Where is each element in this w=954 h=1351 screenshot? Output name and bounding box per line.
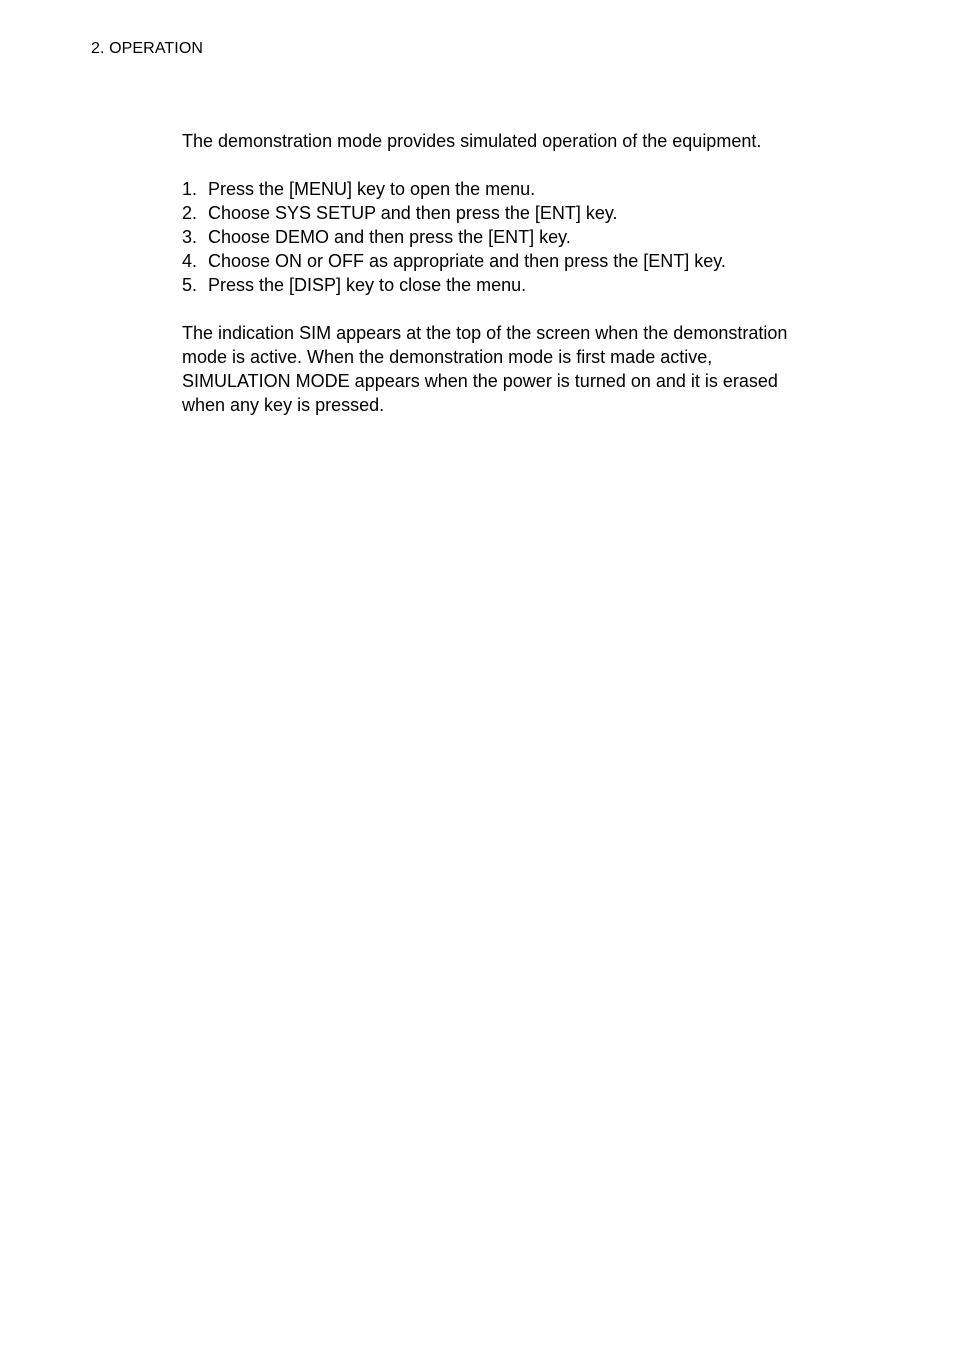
procedure-steps (182, 177, 822, 297)
procedure-step (182, 177, 822, 201)
running-header: 2. OPERATION (91, 40, 204, 57)
body-content (182, 129, 822, 417)
procedure-step (182, 273, 822, 297)
note-line: SIMULATION MODE appears when the power is turned on and it is erased (182, 371, 778, 391)
step-number: 1. (182, 179, 198, 199)
procedure-step (182, 201, 822, 225)
step-number: 2. (182, 203, 198, 223)
procedure-step (182, 249, 822, 273)
step-text: Choose DEMO and then press the [ENT] key. (208, 227, 571, 247)
procedure-step (182, 225, 822, 249)
intro-paragraph: The demonstration mode provides simulated operation of the equipment. (182, 131, 762, 151)
note-line: The indication SIM appears at the top of the screen when the demonstration (182, 323, 788, 343)
step-text: Press the [DISP] key to close the menu. (208, 275, 527, 295)
step-number: 5. (182, 275, 198, 295)
note-paragraph (182, 321, 822, 417)
note-line: mode is active. When the demonstration mode is first made active, (182, 347, 713, 367)
note-line: when any key is pressed. (182, 395, 385, 415)
step-text: Press the [MENU] key to open the menu. (208, 179, 536, 199)
step-text: Choose ON or OFF as appropriate and then press the [ENT] key. (208, 251, 726, 271)
step-text: Choose SYS SETUP and then press the [ENT] key. (208, 203, 618, 223)
step-number: 3. (182, 227, 198, 247)
step-number: 4. (182, 251, 198, 271)
